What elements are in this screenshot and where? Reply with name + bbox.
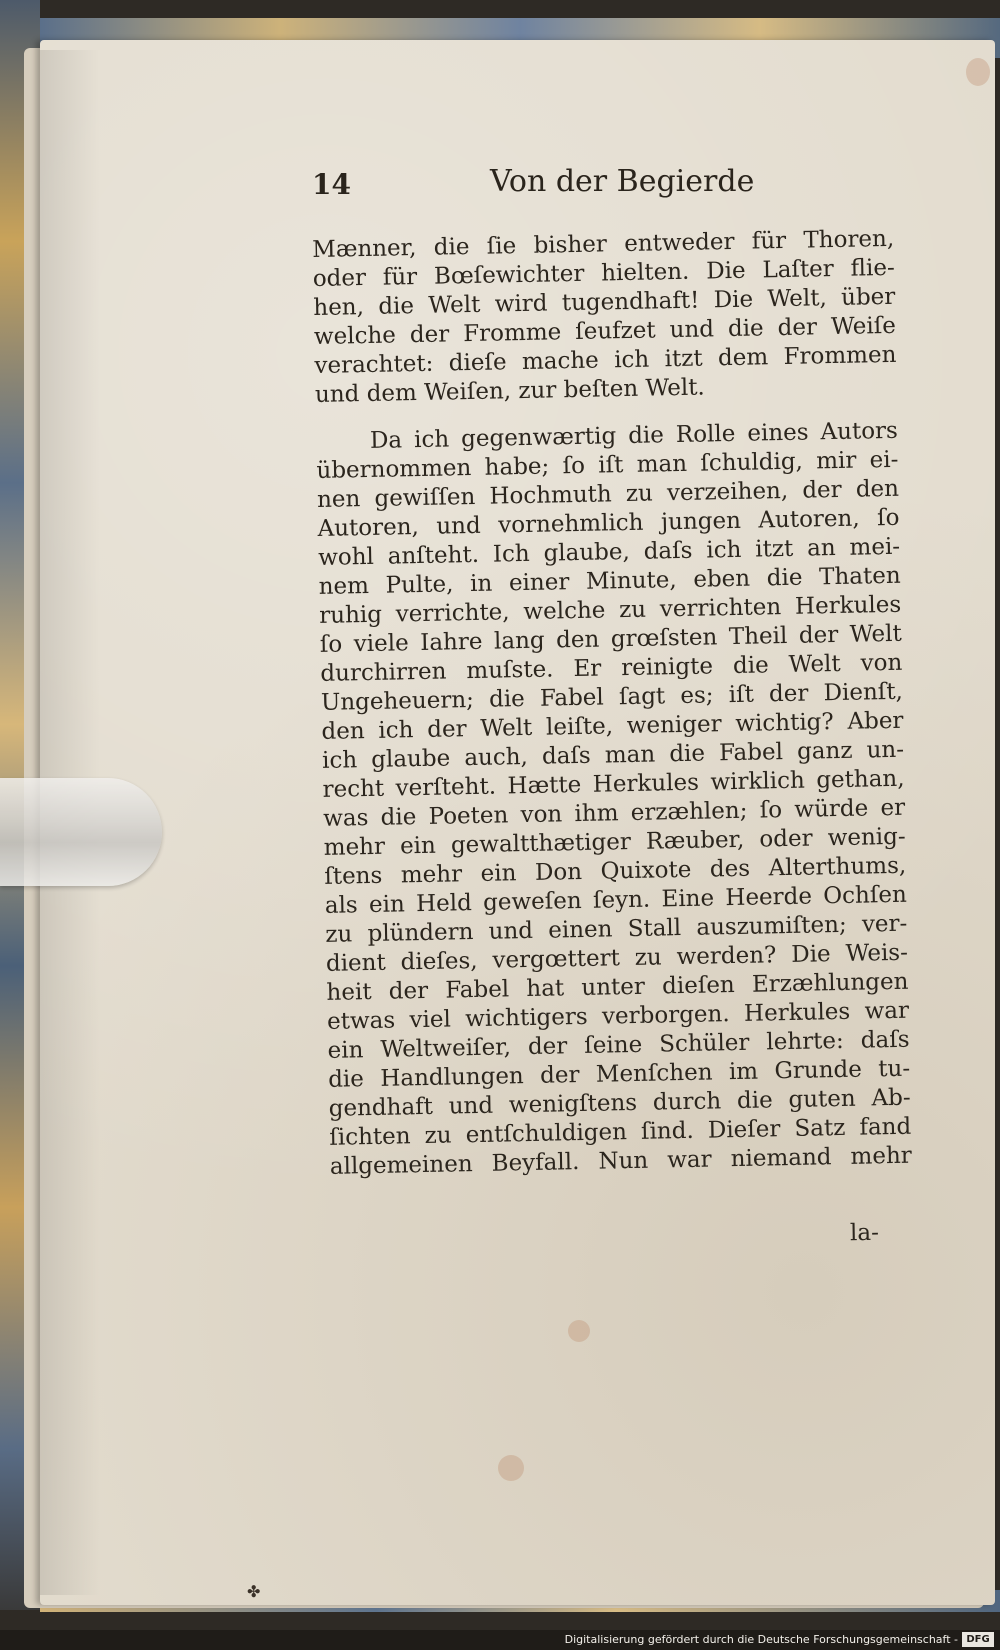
dfg-logo: DFG — [962, 1632, 994, 1647]
body-text — [312, 225, 912, 1182]
running-header — [312, 164, 912, 208]
paragraph — [316, 417, 912, 1182]
text-line: als ein Held geweſen ſeyn. Eine Heerde Ochſen — [324, 881, 908, 919]
text-line: ich glaube auch, daſs man die Fabel ganz un- — [321, 736, 905, 774]
printer-mark: ✤ — [247, 1582, 261, 1601]
text-line: was die Poeten von ihm erzæhlen; ſo würde er — [322, 794, 906, 832]
paper-stain — [966, 58, 990, 86]
text-line: allgemeinen Beyfall. Nun war niemand mehr — [329, 1142, 913, 1180]
text-line: übernommen habe; ſo iſt man ſchuldig, mir ei- — [316, 446, 899, 484]
text-line: Autoren, und vornehmlich jungen Autoren, ſo — [317, 504, 900, 542]
text-line: nem Pulte, in einer Minute, eben die Thaten — [318, 562, 901, 600]
text-line: den ich der Welt leiſte, weniger wichtig? Aber — [321, 707, 904, 745]
text-line: heit der Fabel hat unter dieſen Erzæhlungen — [326, 968, 909, 1006]
text-line: nen gewiſſen Hochmuth zu verzeihen, der den — [316, 475, 900, 513]
text-line: dient dieſes, vergœttert zu werden? Die Weis- — [325, 939, 909, 977]
text-line: durchirren muſste. Er reinigte die Welt von — [320, 649, 903, 687]
text-line: zu plündern und einen Stall auszumiſten; ver- — [325, 910, 908, 948]
text-line: mehr ein gewaltthætiger Ræuber, oder wenig- — [323, 823, 906, 861]
text-line: oder für Bœſewichter hielten. Die Laſter flie- — [312, 254, 895, 292]
text-line: ſtens mehr ein Don Quixote des Alterthums, — [324, 852, 907, 890]
text-line: gendhaft und wenigſtens durch die guten Ab- — [328, 1084, 911, 1122]
catchword: la- — [849, 1219, 880, 1247]
text-line: ſo viele Iahre lang den grœſsten Theil der Welt — [319, 620, 902, 658]
page-number: 14 — [312, 168, 351, 201]
text-line: verachtet: dieſe mache ich itzt dem Frommen — [314, 341, 897, 379]
text-line: ein Weltweiſer, der ſeine Schüler lehrte: daſs — [327, 1026, 910, 1064]
text-line: etwas viel wichtigers verborgen. Herkules war — [326, 997, 910, 1035]
text-line: Mænner, die ſie bisher entweder für Thoren, — [312, 225, 895, 263]
text-line: welche der Fromme ſeufzet und die der Weiſe — [313, 312, 897, 350]
funding-credit: Digitalisierung gefördert durch die Deutsche Forschungsgemeinschaft - — [564, 1633, 958, 1646]
text-line: die Handlungen der Menſchen im Grunde tu- — [327, 1055, 911, 1093]
paragraph — [312, 225, 897, 410]
text-line: und dem Weiſen, zur beſten Welt. — [314, 374, 705, 408]
page-clip — [0, 778, 162, 886]
text-line: ſichten zu entſchuldigen ſind. Dieſer Satz fand — [329, 1113, 912, 1151]
paper-stain — [498, 1455, 524, 1481]
text-line: Ungeheuern; die Fabel ſagt es; iſt der Dienſt, — [320, 678, 904, 716]
running-title: Von der Begierde — [490, 164, 755, 199]
text-line: Da ich gegenwærtig die Rolle eines Autors — [369, 417, 899, 454]
text-line: ruhig verrichte, welche zu verrichten Herkules — [319, 591, 902, 629]
text-line: recht verſteht. Hætte Herkules wirklich gethan, — [322, 765, 905, 803]
text-line: wohl anſteht. Ich glaube, daſs ich itzt an mei- — [317, 533, 901, 571]
text-line: hen, die Welt wird tugendhaft! Die Welt, über — [313, 283, 896, 321]
paper-stain — [568, 1320, 590, 1342]
